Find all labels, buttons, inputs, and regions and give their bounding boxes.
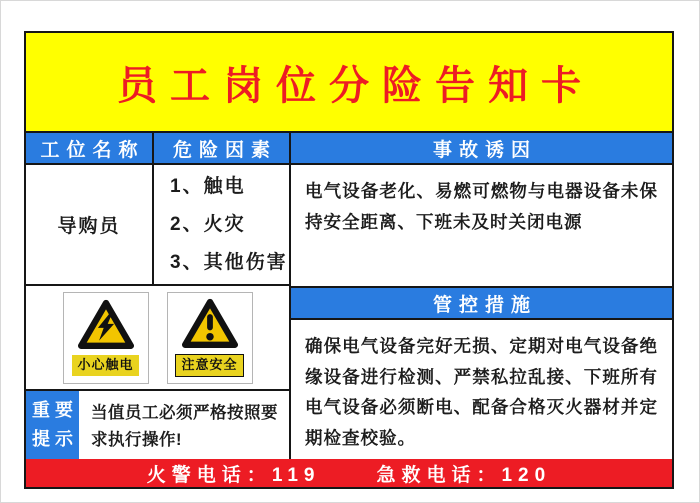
notice-label-line: 提示 <box>32 429 78 449</box>
risk-notification-card <box>24 31 674 489</box>
sign-label: 小心触电 <box>72 355 138 376</box>
table-header-row <box>26 131 289 165</box>
hazard-item: 1、触电 <box>170 175 246 197</box>
card-body <box>26 131 672 459</box>
important-notice-text: 当值员工必须严格按照要求执行操作! <box>91 404 278 450</box>
fire-phone-number: 119 <box>271 464 321 486</box>
page-title: 员工岗位分险告知卡 <box>117 63 594 108</box>
electric-shock-sign <box>63 292 149 384</box>
notice-label-line: 重要 <box>32 400 78 421</box>
general-warning-sign <box>167 292 253 384</box>
warning-signs-row <box>26 286 289 391</box>
station-name-cell: 导购员 <box>26 165 154 284</box>
important-notice-row <box>26 391 289 459</box>
general-warning-icon <box>181 298 239 350</box>
control-measures-text: 确保电气设备完好无损、定期对电气设备绝缘设备进行检测、严禁私拉乱接、下班所有电气设备必须断电、配备合格灭火器材并定期检查校验。 <box>305 336 658 448</box>
control-measures-header: 管控措施 <box>291 286 672 320</box>
important-notice-label <box>26 391 79 459</box>
sign-label: 注意安全 <box>175 354 243 377</box>
table-content-row <box>26 165 289 286</box>
emergency-phone <box>376 460 551 487</box>
fire-phone-label: 火警电话： <box>146 464 272 486</box>
electric-shock-warning-icon <box>77 299 135 351</box>
emergency-phone-footer <box>26 459 672 487</box>
hazard-item: 3、其他伤害 <box>170 251 288 273</box>
title-band <box>26 33 672 131</box>
fire-phone <box>147 460 321 487</box>
hazard-item: 2、火灾 <box>170 213 246 235</box>
hazard-list-cell <box>154 165 289 284</box>
hazard-column-header: 危险因素 <box>154 131 289 165</box>
emergency-phone-number: 120 <box>501 464 552 486</box>
accident-causes-text: 电气设备老化、易燃可燃物与电器设备未保持安全距离、下班未及时关闭电源 <box>305 181 658 232</box>
right-section <box>291 131 672 459</box>
station-column-header: 工位名称 <box>26 131 154 165</box>
left-section <box>26 131 291 459</box>
cause-column-header: 事故诱因 <box>291 131 672 165</box>
emergency-phone-label: 急救电话： <box>376 464 502 486</box>
